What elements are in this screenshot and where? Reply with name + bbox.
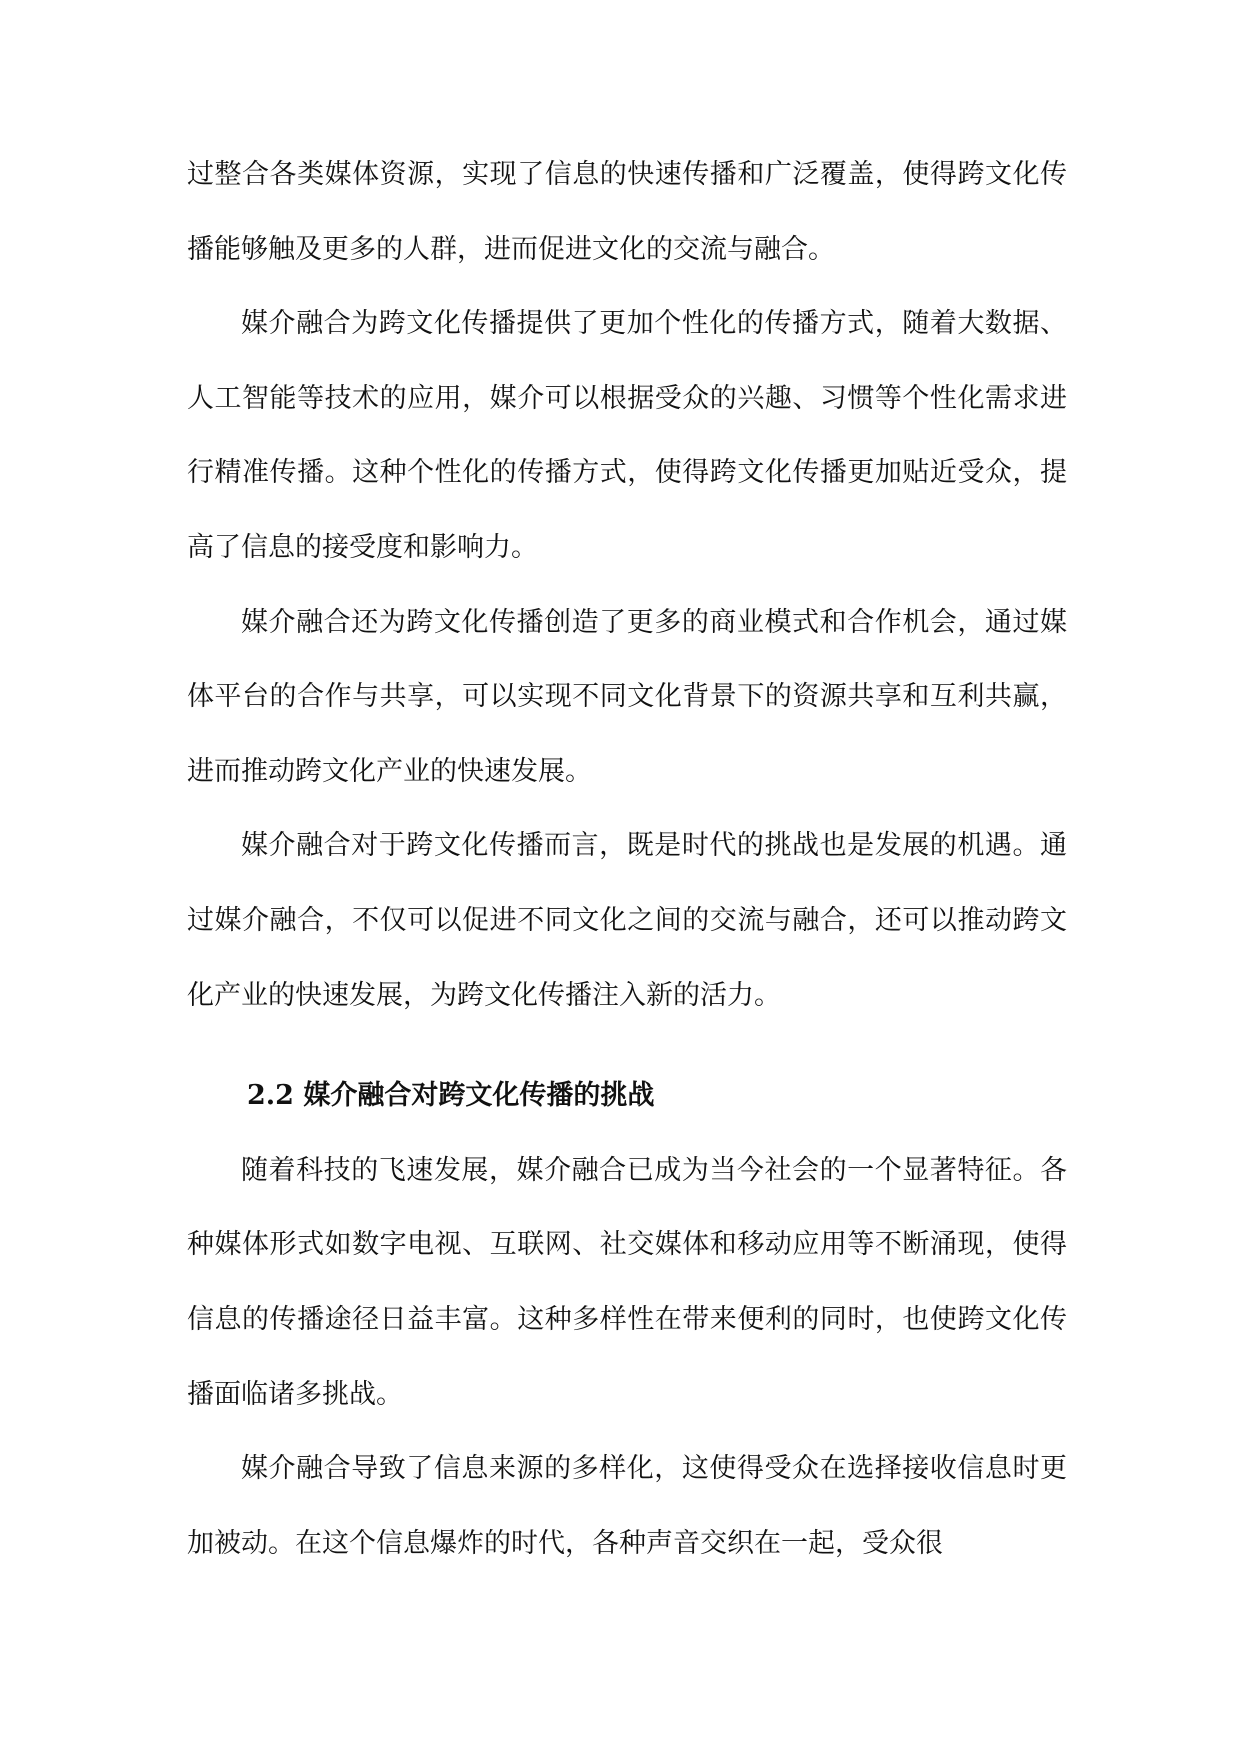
paragraph-4: 媒介融合对于跨文化传播而言，既是时代的挑战也是发展的机遇。通过媒介融合，不仅可以促进不同文化之间的交流与融合，还可以推动跨文化产业的快速发展，为跨文化传播注入新的活力。 <box>187 830 1067 1011</box>
section-heading: 2.2 媒介融合对跨文化传播的挑战 <box>247 1080 655 1112</box>
paragraph-5: 随着科技的飞速发展，媒介融合已成为当今社会的一个显著特征。各种媒体形式如数字电视、互联网、社交媒体和移动应用等不断涌现，使得信息的传播途径日益丰富。这种多样性在带来便利的同时，也使跨文化传播面临诸多挑战。 <box>187 1154 1067 1410</box>
paragraph-1: 过整合各类媒体资源，实现了信息的快速传播和广泛覆盖，使得跨文化传播能够触及更多的人群，进而促进文化的交流与融合。 <box>187 159 1067 265</box>
document-body <box>187 138 1067 1581</box>
paragraph-3: 媒介融合还为跨文化传播创造了更多的商业模式和合作机会，通过媒体平台的合作与共享，可以实现不同文化背景下的资源共享和互利共赢，进而推动跨文化产业的快速发展。 <box>187 606 1067 787</box>
paragraph-6: 媒介融合导致了信息来源的多样化，这使得受众在选择接收信息时更加被动。在这个信息爆炸的时代，各种声音交织在一起，受众很 <box>187 1453 1067 1559</box>
paragraph-2: 媒介融合为跨文化传播提供了更加个性化的传播方式，随着大数据、人工智能等技术的应用，媒介可以根据受众的兴趣、习惯等个性化需求进行精准传播。这种个性化的传播方式，使得跨文化传播更加贴近受众，提高了信息的接受度和影响力。 <box>187 308 1067 563</box>
